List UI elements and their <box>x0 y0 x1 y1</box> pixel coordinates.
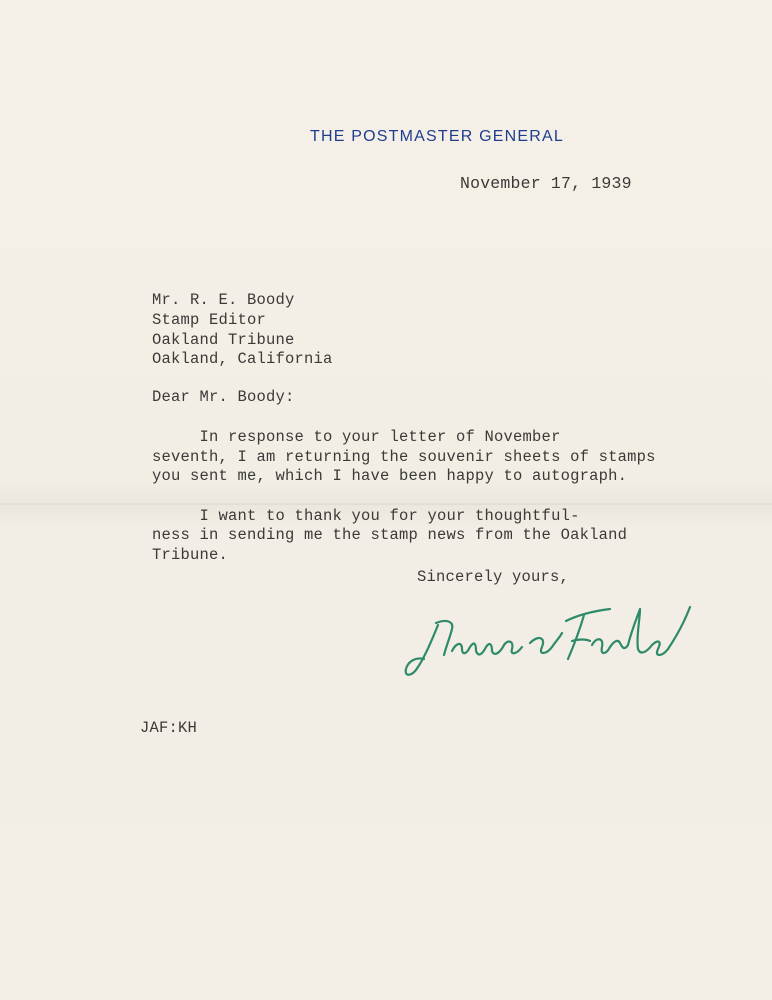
body-line: Tribune. <box>152 546 229 564</box>
body-line: I want to thank you for your thoughtful- <box>152 507 580 525</box>
typist-initials: JAF:KH <box>140 719 198 737</box>
recipient-line: Oakland, California <box>152 350 333 368</box>
letter-date: November 17, 1939 <box>460 174 632 193</box>
recipient-line: Oakland Tribune <box>152 331 295 349</box>
body-line: ness in sending me the stamp news from the Oakland <box>152 526 628 544</box>
recipient-line: Mr. R. E. Boody <box>152 291 295 309</box>
body-line: In response to your letter of November <box>152 428 561 446</box>
recipient-line: Stamp Editor <box>152 311 267 329</box>
body-line: seventh, I am returning the souvenir sheets of stamps <box>152 448 656 466</box>
signature <box>396 585 696 685</box>
salutation: Dear Mr. Boody: <box>152 388 295 406</box>
letterhead: THE POSTMASTER GENERAL <box>310 128 564 145</box>
closing: Sincerely yours, <box>417 568 570 586</box>
body-line: you sent me, which I have been happy to autograph. <box>152 467 628 485</box>
paper-fold <box>0 503 772 505</box>
